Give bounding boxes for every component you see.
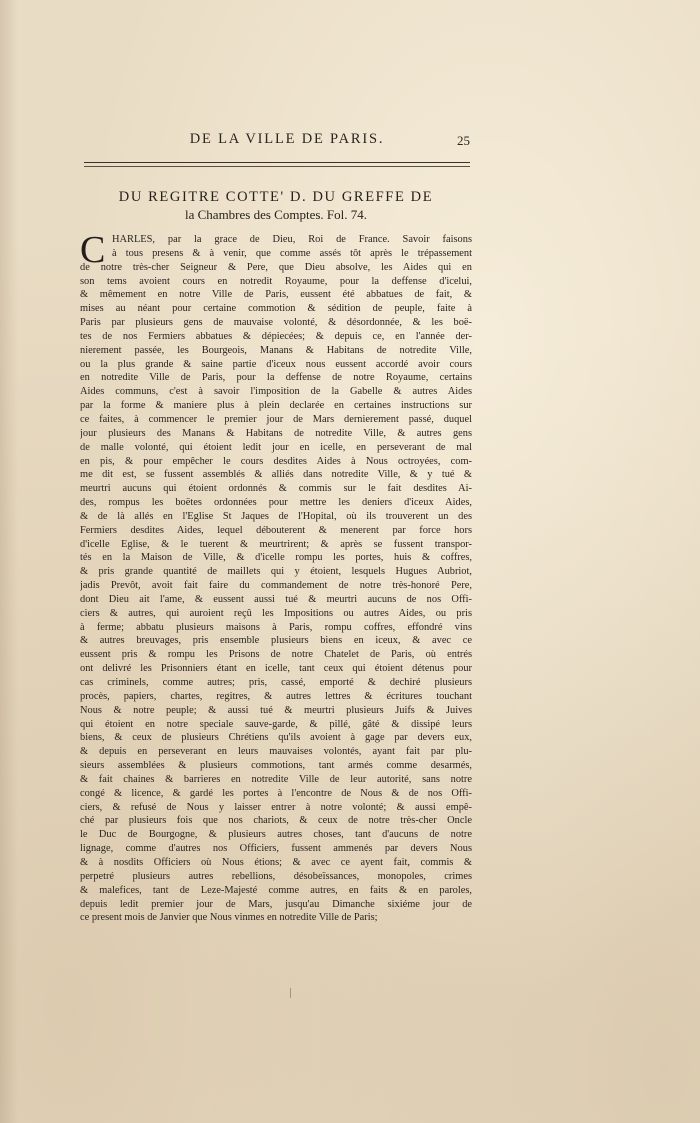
page-number: 25: [457, 133, 470, 148]
body-line: à tous presens & à venir, que comme assés tôt après le trépassement: [112, 247, 472, 259]
running-head: DE LA VILLE DE PARIS.: [189, 131, 385, 147]
body-line: lignage, comme d'autres nos Officiers, fussent ammenés par devers Nous: [80, 843, 472, 855]
header-rule-thin: [84, 166, 470, 167]
section-title-line-2: la Chambres des Comptes. Fol. 74.: [185, 207, 367, 222]
body-line: à ferme; abbatu plusieurs maisons à Paris, rompu coffres, effondré vins: [80, 621, 472, 633]
body-line: tés en la Maison de Ville, & d'icelle rompu les portes, huis & coffres,: [80, 552, 472, 564]
body-line: Aides communs, c'est à savoir l'imposition de la Gabelle & autres Aides: [80, 386, 472, 398]
section-title: [80, 188, 472, 223]
body-line: HARLES, par la grace de Dieu, Roi de France. Savoir faisons: [112, 234, 472, 245]
body-line: ont delivré les Prisonniers étant en icelle, tant ceux qui étoient détenus pour: [80, 663, 472, 675]
body-line: & mêmement en notre Ville de Paris, eussent été abbatues de fait, &: [80, 289, 472, 301]
body-line: sieurs assemblées & plusieurs commotions, tant armés comme desarmés,: [80, 760, 472, 772]
body-line: ce faites, à commencer le premier jour de Mars dernierement passé, duquel: [80, 413, 472, 425]
body-line: ché par plusieurs fois que nos chariots, & ceux de notre très-cher Oncle: [80, 815, 472, 827]
body-line: procès, papiers, chartes, regitres, & autres lettres & écritures touchant: [80, 690, 472, 702]
header-rule-thick: [84, 162, 470, 163]
body-line: d'icelle Eglise, & le tuerent & meurtrirent; & après se fussent transpor-: [80, 538, 472, 550]
body-line: & pris grande quantité de maillets qui y étoient, lesquels Hugues Aubriot,: [80, 566, 472, 578]
body-line: dont Dieu ait l'ame, & eussent aussi tué & meurtri aucuns de nos Offi-: [80, 593, 472, 605]
body-line: ciers & autres, qui auroient reçû les Impositions ou autres Aides, ou pris: [80, 607, 472, 619]
page-edge-shadow: [0, 0, 18, 1123]
body-line: & fait chaines & barrieres en notredite Ville de leur autorité, sans notre: [80, 773, 472, 785]
body-line: qui étoient en notre speciale sauve-garde, & pillé, gâté & dissipé leurs: [80, 718, 472, 730]
body-line: par la forme & maniere plus à plein declarée en certaines instructions sur: [80, 400, 472, 412]
body-line: eussent pris & rompu les Prisons de notre Chatelet de Paris, où entrés: [80, 649, 472, 661]
body-line: cas criminels, comme autres; pris, cassé, emporté & dechiré plusieurs: [80, 677, 472, 688]
body-line: & de là allés en l'Eglise St Jaques de l'Hopital, où ils trouverent un des: [80, 510, 472, 522]
body-line: en notredite Ville de Paris, pour la deffense de notre Royaume, certains: [80, 372, 472, 384]
body-line: & autres breuvages, pris ensemble plusieurs biens en iceux, & avec ce: [80, 635, 472, 647]
body-line: son tems avoient cours en notredit Royaume, pour la deffense d'icelui,: [80, 275, 472, 287]
body-line: mises au néant pour certaine commotion & sédition de peuple, faite à: [80, 303, 472, 315]
paper-mark: [290, 988, 291, 998]
body-line: & depuis en perseverant en leurs mauvaises volontés, ayant fait par plu-: [80, 746, 472, 758]
body-line: perpetré plusieurs autres rebellions, désobeïssances, monopoles, crimes: [80, 870, 472, 882]
body-line: & malefices, tant de Leze-Majesté comme autres, en faits & en paroles,: [80, 884, 472, 896]
body-line: en pis, & pour empêcher le cours desdites Aides à Nous octroyées, com-: [80, 455, 472, 467]
body-line: congé & licence, & gardé les portes à l'encontre de Nous & de nos Offi-: [80, 787, 472, 799]
body-line: ciers, & refusé de Nous y laisser entrer à notre volonté; & aussi empê-: [80, 801, 472, 813]
body-line: jadis Prevôt, avoit fait faire du commandement de notre très-honoré Pere,: [80, 580, 472, 592]
body-line: meurtri aucuns qui étoient ordonnés & commis sur le fait desdites Ai-: [80, 483, 472, 495]
body-line: tes de nos Fermiers abbatues & dépiecées; & depuis ce, en l'année der-: [80, 330, 472, 342]
body-line: nierement passée, les Bourgeois, Manans & Habitans de notredite Ville,: [80, 344, 472, 356]
body-text: [80, 229, 472, 925]
body-line: & à nosdits Officiers où Nous étions; & avec ce ayent fait, commis &: [80, 856, 472, 868]
body-line: Fermiers desdites Aides, lequel débouterent & menerent par force hors: [80, 524, 472, 536]
body-line: Paris par plusieurs gens de mauvaise volonté, & désordonnée, & les boë-: [80, 317, 472, 329]
drop-cap: C: [80, 229, 106, 271]
body-line: le Duc de Bourgogne, & plusieurs autres choses, tant d'aucuns de notre: [80, 829, 472, 841]
body-line: depuis ledit premier jour de Mars, jusqu'au Dimanche sixiéme jour de: [80, 898, 472, 910]
body-line: Nous & notre peuple; & aussi tué & meurtri plusieurs Juifs & Juives: [80, 704, 472, 716]
body-line: me dit est, se fussent assemblés & alliés dans notredite Ville, & y tué &: [80, 469, 472, 481]
section-title-line-1: DU REGITRE COTTE' D. DU GREFFE DE: [118, 189, 434, 205]
body-line: de malle volonté, qui étoient ledit jour en icelle, en perseverant de mal: [80, 441, 472, 453]
body-line: ou la plus grande & saine partie d'iceux nous eussent accordé avoir cours: [80, 358, 472, 370]
body-line: jour plusieurs des Manans & Habitans de notredite Ville, & autres gens: [80, 427, 472, 439]
body-line: de notre très-cher Seigneur & Pere, que Dieu absolve, les Aides qui en: [80, 261, 472, 273]
body-line: des, rompus les boëtes ordonnées pour mettre les deniers d'iceux Aides,: [80, 497, 472, 509]
body-line: biens, & ceux de plusieurs Chrétiens qu'ils avoient à gage par devers eux,: [80, 732, 472, 744]
body-line: ce present mois de Janvier que Nous vinmes en notredite Ville de Paris;: [80, 912, 378, 924]
